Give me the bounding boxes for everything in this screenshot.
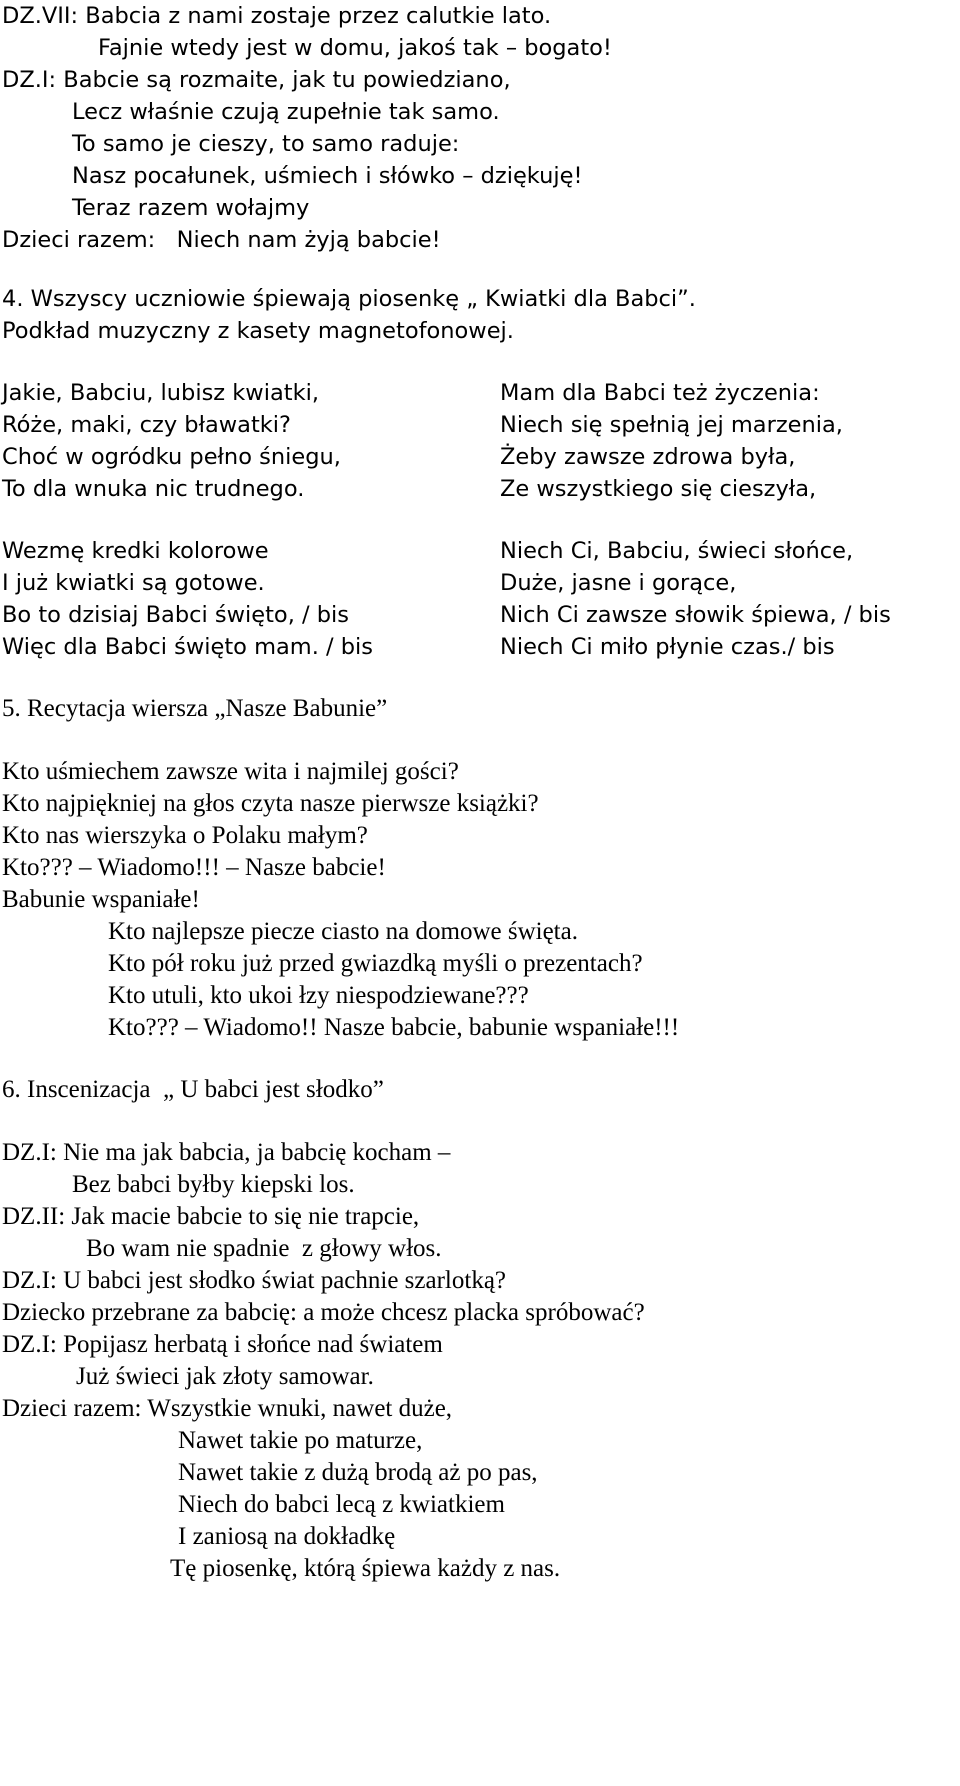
song-left-line-6: I już kwiatki są gotowe. xyxy=(2,570,265,596)
song-right-line-5: Niech Ci, Babciu, świeci słońce, xyxy=(500,538,854,564)
song-right-line-2: Niech się spełnią jej marzenia, xyxy=(500,412,843,438)
scene-line-3: DZ.II: Jak macie babcie to się nie trapcie, xyxy=(2,1203,420,1230)
scene-line-1: DZ.I: Nie ma jak babcia, ja babcię kocham – xyxy=(2,1139,451,1166)
poem-line-5: Babunie wspaniałe! xyxy=(2,886,200,913)
scene-line-2: Bez babci byłby kiepski los. xyxy=(72,1171,355,1198)
intro-line-4: Lecz właśnie czują zupełnie tak samo. xyxy=(72,99,500,125)
scene-line-7: DZ.I: Popijasz herbatą i słońce nad światem xyxy=(2,1331,443,1358)
scene-line-5: DZ.I: U babci jest słodko świat pachnie szarlotką? xyxy=(2,1267,507,1294)
scene-line-4: Bo wam nie spadnie z głowy włos. xyxy=(86,1235,442,1262)
scene-line-11: Nawet takie z dużą brodą aż po pas, xyxy=(178,1459,538,1486)
scene-line-13: I zaniosą na dokładkę xyxy=(178,1523,396,1550)
song-left-line-7: Bo to dzisiaj Babci święto, / bis xyxy=(2,602,349,628)
intro-line-2: Fajnie wtedy jest w domu, jakoś tak – bogato! xyxy=(98,35,612,61)
section4-subheading: Podkład muzyczny z kasety magnetofonowej. xyxy=(2,318,514,344)
song-right-line-7: Nich Ci zawsze słowik śpiewa, / bis xyxy=(500,602,891,628)
song-left-line-5: Wezmę kredki kolorowe xyxy=(2,538,269,564)
intro-line-6: Nasz pocałunek, uśmiech i słówko – dziękuję! xyxy=(72,163,583,189)
intro-line-5: To samo je cieszy, to samo raduje: xyxy=(72,131,460,157)
scene-line-10: Nawet takie po maturze, xyxy=(178,1427,423,1454)
intro-line-3: DZ.I: Babcie są rozmaite, jak tu powiedziano, xyxy=(2,67,511,93)
intro-line-1: DZ.VII: Babcia z nami zostaje przez calutkie lato. xyxy=(2,3,552,29)
poem-line-2: Kto najpiękniej na głos czyta nasze pierwsze książki? xyxy=(2,790,539,817)
intro-line-7: Teraz razem wołajmy xyxy=(72,195,310,221)
song-left-line-4: To dla wnuka nic trudnego. xyxy=(2,476,305,502)
song-right-line-1: Mam dla Babci też życzenia: xyxy=(500,380,820,406)
poem-line-8: Kto utuli, kto ukoi łzy niespodziewane??? xyxy=(108,982,529,1009)
song-right-line-8: Niech Ci miło płynie czas./ bis xyxy=(500,634,835,660)
section6-heading: 6. Inscenizacja „ U babci jest słodko” xyxy=(2,1076,384,1103)
intro-line-8: Dzieci razem: Niech nam żyją babcie! xyxy=(2,227,441,253)
scene-line-9: Dzieci razem: Wszystkie wnuki, nawet duże, xyxy=(2,1395,453,1422)
poem-line-7: Kto pół roku już przed gwiazdką myśli o prezentach? xyxy=(108,950,643,977)
scene-line-6: Dziecko przebrane za babcię: a może chcesz placka spróbować? xyxy=(2,1299,645,1326)
scene-line-14: Tę piosenkę, którą śpiewa każdy z nas. xyxy=(170,1555,561,1582)
section4-heading: 4. Wszyscy uczniowie śpiewają piosenkę „ Kwiatki dla Babci”. xyxy=(2,286,696,312)
song-right-line-3: Żeby zawsze zdrowa była, xyxy=(500,444,796,470)
poem-line-6: Kto najlepsze piecze ciasto na domowe święta. xyxy=(108,918,578,945)
song-left-line-8: Więc dla Babci święto mam. / bis xyxy=(2,634,373,660)
song-left-line-1: Jakie, Babciu, lubisz kwiatki, xyxy=(2,380,319,406)
scene-line-12: Niech do babci lecą z kwiatkiem xyxy=(178,1491,505,1518)
song-right-line-6: Duże, jasne i gorące, xyxy=(500,570,737,596)
song-left-line-3: Choć w ogródku pełno śniegu, xyxy=(2,444,341,470)
poem-line-4: Kto??? – Wiadomo!!! – Nasze babcie! xyxy=(2,854,386,881)
poem-line-3: Kto nas wierszyka o Polaku małym? xyxy=(2,822,368,849)
poem-line-1: Kto uśmiechem zawsze wita i najmilej gości? xyxy=(2,758,459,785)
section5-heading: 5. Recytacja wiersza „Nasze Babunie” xyxy=(2,695,388,722)
poem-line-9: Kto??? – Wiadomo!! Nasze babcie, babunie wspaniałe!!! xyxy=(108,1014,680,1041)
song-right-line-4: Ze wszystkiego się cieszyła, xyxy=(500,476,817,502)
scene-line-8: Już świeci jak złoty samowar. xyxy=(76,1363,374,1390)
song-left-line-2: Róże, maki, czy bławatki? xyxy=(2,412,291,438)
